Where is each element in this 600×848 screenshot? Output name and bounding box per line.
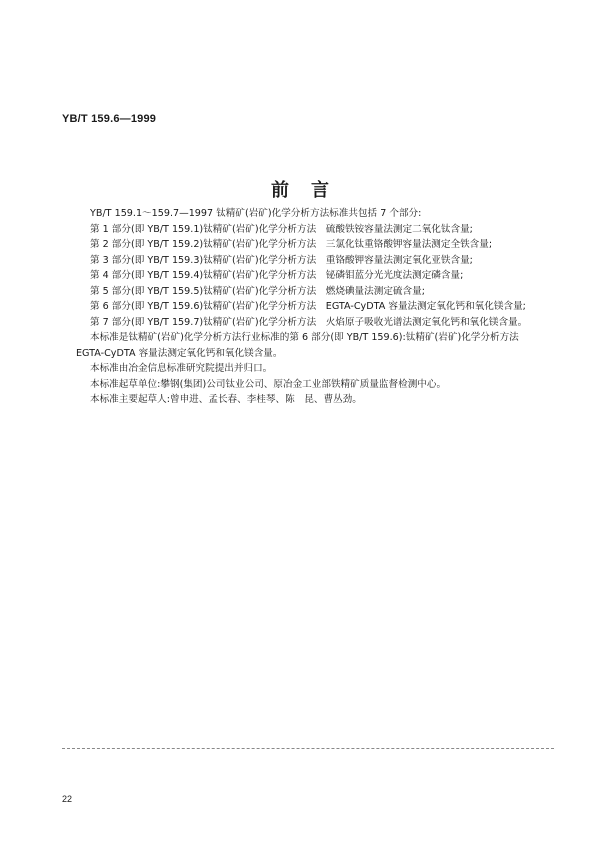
intro-paragraph: YB/T 159.1～159.7—1997 钛精矿(岩矿)化学分析方法标准共包括 7 个部分:	[90, 208, 422, 219]
drafting-unit-paragraph: 本标准起草单位:攀钢(集团)公司钛业公司、原冶金工业部铁精矿质量监督检测中心。	[90, 378, 447, 390]
foreword-body	[76, 206, 548, 408]
proposer-paragraph: 本标准由冶金信息标准研究院提出并归口。	[90, 363, 273, 374]
standard-code: YB/T 159.6—1999	[62, 113, 157, 125]
page-title: 前言	[271, 180, 351, 201]
part-3-paragraph: 第 3 部分(即 YB/T 159.3)钛精矿(岩矿)化学分析方法 重铬酸钾容量法测定氧化亚铁含量;	[90, 254, 473, 266]
part-5-paragraph: 第 5 部分(即 YB/T 159.5)钛精矿(岩矿)化学分析方法 燃烧碘量法测定硫含量;	[90, 285, 425, 297]
part-7-paragraph: 第 7 部分(即 YB/T 159.7)钛精矿(岩矿)化学分析方法 火焰原子吸收光谱法测定氧化钙和氧化镁含量。	[90, 316, 528, 328]
drafters-paragraph: 本标准主要起草人:曾申进、孟长春、李桂琴、陈 昆、曹丛劲。	[90, 394, 362, 405]
part-4-paragraph: 第 4 部分(即 YB/T 159.4)钛精矿(岩矿)化学分析方法 铋磷钼蓝分光光度法测定磷含量;	[90, 270, 464, 281]
part-6-paragraph: 第 6 部分(即 YB/T 159.6)钛精矿(岩矿)化学分析方法 EGTA-CyDTA 容量法测定氧化钙和氧化镁含量;	[90, 301, 526, 312]
page-number: 22	[62, 794, 73, 804]
part-1-paragraph: 第 1 部分(即 YB/T 159.1)钛精矿(岩矿)化学分析方法 硫酸铁铵容量法测定二氧化钛含量;	[90, 223, 473, 235]
footer-divider	[62, 748, 554, 749]
part-2-paragraph: 第 2 部分(即 YB/T 159.2)钛精矿(岩矿)化学分析方法 三氯化钛重铬酸钾容量法测定全铁含量;	[90, 239, 493, 250]
scope-paragraph: 本标准是钛精矿(岩矿)化学分析方法行业标准的第 6 部分(即 YB/T 159.6):钛精矿(岩矿)化学分析方法 EGTA-CyDTA 容量法测定氧化钙和氧化镁含量。	[76, 332, 529, 359]
